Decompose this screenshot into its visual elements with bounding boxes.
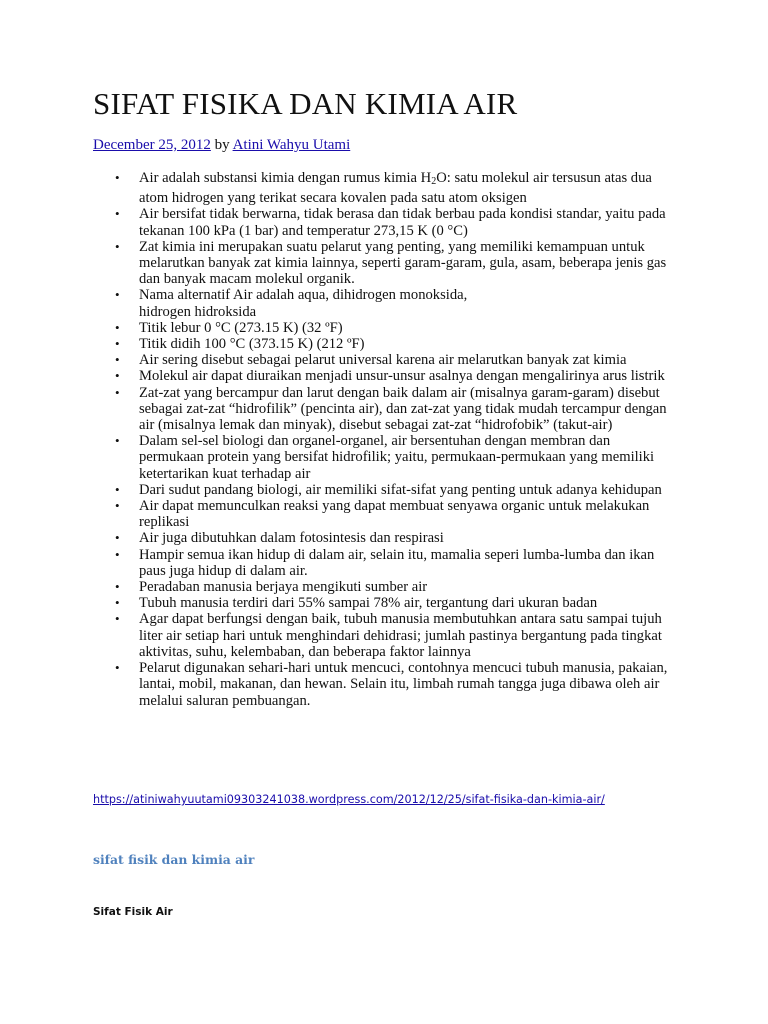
source-link[interactable]: https://atiniwahyuutami09303241038.wordpress.com/2012/12/25/sifat-fisika-dan-kimia-air/ (93, 793, 605, 806)
list-item: • Nama alternatif Air adalah aqua, dihidrogen monoksida, hidrogen hidroksida (93, 287, 673, 319)
list-item: • Pelarut digunakan sehari-hari untuk mencuci, contohnya mencuci tubuh manusia, pakaian, lantai, mobil, makanan, dan hewan. Selain itu, limbah rumah tangga juga dibawa oleh air melalui saluran pembuangan. (93, 660, 673, 709)
by-label: by (214, 137, 230, 153)
list-item: • Air bersifat tidak berwarna, tidak berasa dan tidak berbau pada kondisi standar, yaitu pada tekanan 100 kPa (1 bar) and temperatur 273,15 K (0 °C) (93, 206, 673, 238)
post-date-link[interactable]: December 25, 2012 (93, 137, 211, 153)
list-item: • Zat-zat yang bercampur dan larut dengan baik dalam air (misalnya garam-garam) disebut sebagai zat-zat “hidrofilik” (pencinta air), dan zat-zat yang tidak mudah tercampur dengan air (misalnya lemak dan minyak), disebut sebagai zat-zat “hidrofobik” (takut-air) (93, 385, 673, 434)
post-meta (93, 136, 350, 154)
list-item: • Hampir semua ikan hidup di dalam air, selain itu, mamalia seperi lumba-lumba dan ikan paus juga hidup di dalam air. (93, 547, 673, 579)
list-item: • Air adalah substansi kimia dengan rumus kimia $H_2O$: satu molekul air tersusun atas dua atom hidrogen yang terikat secara kovalen pada satu atom oksigen (93, 170, 673, 206)
list-item: • Peradaban manusia berjaya mengikuti sumber air (93, 579, 673, 595)
subsection-heading: Sifat Fisik Air (93, 906, 173, 918)
author-link[interactable]: Atini Wahyu Utami (232, 137, 351, 153)
list-item: • Zat kimia ini merupakan suatu pelarut yang penting, yang memiliki kemampuan untuk melarutkan banyak zat kimia lainnya, seperti garam-garam, gula, asam, beberapa jenis gas dan banyak macam molekul organik. (93, 239, 673, 288)
list-item: • Titik lebur 0 °C (273.15 K) (32 ºF) (93, 320, 673, 336)
section-heading: sifat fisik dan kimia air (93, 852, 255, 867)
page-title: SIFAT FISIKA DAN KIMIA AIR (93, 86, 518, 121)
list-item: • Air sering disebut sebagai pelarut universal karena air melarutkan banyak zat kimia (93, 352, 673, 368)
list-item: • Dalam sel-sel biologi dan organel-organel, air bersentuhan dengan membran dan permukaan protein yang bersifat hidrofilik; yaitu, permukaan-permukaan yang memiliki ketertarikan kuat terhadap air (93, 433, 673, 482)
list-item: • Agar dapat berfungsi dengan baik, tubuh manusia membutuhkan antara satu sampai tujuh liter air setiap hari untuk menghindari dehidrasi; jumlah pastinya bergantung pada tingkat aktivitas, suhu, kelembaban, dan beberapa faktor lainnya (93, 611, 673, 660)
list-item: • Dari sudut pandang biologi, air memiliki sifat-sifat yang penting untuk adanya kehidupan (93, 482, 673, 498)
list-item: • Air juga dibutuhkan dalam fotosintesis dan respirasi (93, 530, 673, 546)
list-item: • Titik didih 100 °C (373.15 K) (212 ºF) (93, 336, 673, 352)
fact-list (93, 170, 673, 709)
list-item: • Molekul air dapat diuraikan menjadi unsur-unsur asalnya dengan mengalirinya arus listrik (93, 368, 673, 384)
list-item: • Tubuh manusia terdiri dari 55% sampai 78% air, tergantung dari ukuran badan (93, 595, 673, 611)
list-item: • Air dapat memunculkan reaksi yang dapat membuat senyawa organic untuk melakukan replikasi (93, 498, 673, 530)
